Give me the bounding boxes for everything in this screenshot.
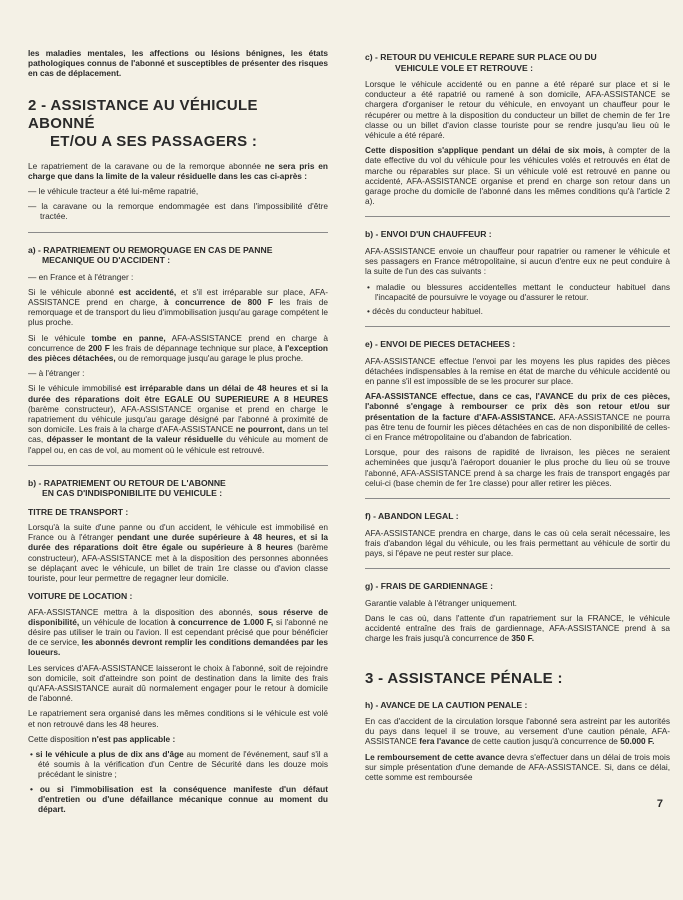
intro-paragraph: les maladies mentales, les affections ou lésions bénignes, les états pathologiques connus de l'abonné et susceptibles de présenter des risques en cas de déplacement.	[28, 48, 328, 79]
text-bold: Le remboursement de cette avance	[365, 751, 505, 762]
text: Cette disposition	[28, 733, 92, 744]
text: maladie ou blessures accidentelles mettant le conducteur habituel dans l'incapacité de poursuivre le voyage ou d'assurer le retour.	[375, 281, 670, 302]
subsection-c-title-line2: VEHICULE VOLE ET RETROUVE :	[395, 62, 533, 73]
divider	[365, 568, 670, 569]
bullet-item: • si le véhicule a plus de dix ans d'âge au moment de l'événement, sauf s'il a été soumis à la vérification d'un Centre de Sécurité dans les douze mois précédant le sinistre ;	[30, 748, 328, 780]
text: Si le véhicule immobilisé	[28, 383, 125, 394]
text: AFA-ASSISTANCE mettra à la disposition des abonnés,	[28, 606, 259, 617]
text-bold: 50.000 F.	[620, 736, 655, 747]
h-paragraph-1	[365, 716, 670, 747]
voiture-location-heading: VOITURE DE LOCATION :	[28, 591, 133, 602]
titre-transport-paragraph	[28, 522, 328, 583]
text: les frais de dépannage technique sur place,	[109, 342, 278, 353]
text: au moment de l'événement, sauf s'il a été soumis à la vérification d'un Centre de Sécurité dans les douze mois précédant le sinistre ;	[38, 748, 328, 780]
subsection-c-title-line1: c) - RETOUR DU VEHICULE REPARE SUR PLACE OU DU	[365, 52, 597, 62]
text: de cette caution jusqu'à concurrence de	[469, 736, 621, 747]
divider	[365, 326, 670, 327]
subsection-a-title-line2: MECANIQUE OU D'ACCIDENT :	[42, 255, 171, 266]
text: AFA-ASSISTANCE ne pourra pas être tenu de fournir les pièces détachées en cas de non disponibilité de celles-ci en France métropolitaine ou d'abandon de fabrication.	[365, 411, 670, 443]
a-france-label: — en France et à l'étranger :	[28, 271, 134, 282]
page-number: 7	[656, 798, 663, 810]
text-bold: ou si l'immobilisation est la conséquence manifeste d'un défaut d'entretien ou d'une défaillance mécanique connue au moment du départ.	[38, 783, 329, 814]
text: (barème constructeur), AFA-ASSISTANCE organise et prend en charge le rapatriement du véhicule jusqu'au garage désigné par l'abonné à proximité de son domicile. Les frais à la charge d'AFA-ASSISTANCE	[28, 403, 328, 435]
bullet-item: • maladie ou blessures accidentelles mettant le conducteur habituel dans l'incapacité de poursuivre le voyage ou d'assurer le retour.	[367, 281, 670, 302]
text: devra s'effectuer dans un délai de trois mois sur simple présentation d'une demande de AFA-ASSISTANCE. Si, dans ce délai, cette somme est remboursée	[365, 751, 670, 783]
text-bold: ne pourront,	[235, 424, 285, 435]
text: les frais de remorquage et de transport du lieu d'immobilisation jusqu'au garage compétent le plus proche.	[28, 297, 328, 328]
section-2-title-line2: ET/OU A SES PASSAGERS :	[50, 132, 258, 150]
subsection-e-title: e) - ENVOI DE PIECES DETACHEES :	[365, 339, 516, 350]
text-bold: les abonnés devront remplir les conditions demandées par les loueurs.	[28, 637, 328, 658]
subsection-b-title-line2: EN CAS D'INDISPONIBILITE DU VEHICULE :	[42, 488, 223, 499]
section-2-title-line1: 2 - ASSISTANCE AU VÉHICULE ABONNÉ	[28, 96, 258, 132]
divider	[365, 216, 670, 217]
a-paragraph-1	[28, 287, 328, 328]
text: Le rapatriement de la caravane ou de la remorque abonnée	[28, 160, 265, 171]
text-bold: AFA-ASSISTANCE effectue, dans ce cas, l'AVANCE du prix de ces pièces, l'abonné s'engage à rembourser ce prix dès son retour et/ou sur présentation de la facture d'AFA-ASSISTANCE.	[365, 391, 670, 422]
voiture-location-paragraph	[28, 607, 328, 658]
text: Si le véhicule abonné	[28, 286, 119, 297]
text-bold: n'est pas applicable :	[91, 733, 176, 744]
text-bold: tombe en panne,	[91, 332, 166, 343]
section-3-title: 3 - ASSISTANCE PÉNALE :	[365, 669, 563, 687]
right-column	[365, 48, 670, 787]
e-paragraph-3: Lorsque, pour des raisons de rapidité de livraison, les pièces ne seraient acheminées que jusqu'à l'aéroport douanier le plus proche du lieu où se trouve l'abonné, AFA-ASSISTANCE prend à sa charge les frais de transport engagés par celui-ci (base chemin de fer 1re classe) pour aller retirer les pièces.	[365, 447, 670, 488]
a-paragraph-3	[28, 383, 328, 454]
left-column	[28, 48, 328, 818]
a-paragraph-2	[28, 333, 328, 364]
text: En cas d'accident de la circulation lorsque l'abonné sera astreint par les autorités du pays dans lequel il se trouve, au versement d'une caution pénale, AFA-ASSISTANCE	[365, 716, 670, 747]
text: AFA-ASSISTANCE prend en charge à concurrence de	[28, 332, 329, 353]
subsection-a-title	[28, 245, 328, 266]
subsection-b-title-line1: b) - RAPATRIEMENT OU RETOUR DE L'ABONNE	[28, 477, 226, 488]
d-paragraph-1: AFA-ASSISTANCE envoie un chauffeur pour rapatrier ou ramener le véhicule et ses passagers en France métropolitaine, si aucun d'entre eux ne peut conduire à la suite de l'un des cas suivants :	[365, 245, 670, 277]
a-etranger-label: — à l'étranger :	[28, 368, 85, 379]
subsection-b-title	[28, 478, 328, 499]
text: et s'il est irréparable sur place, AFA-ASSISTANCE prend en charge,	[28, 286, 328, 308]
divider	[28, 465, 328, 466]
text-bold: fera l'avance	[419, 736, 470, 747]
voiture-location-paragraph-2: Les services d'AFA-ASSISTANCE laisseront le choix à l'abonné, soit de rejoindre son domicile, soit d'atteindre son point de destination dans la limite des frais qu'AFA-ASSISTANCE aurait dû normalement engager pour le retour à domicile de l'abonné.	[28, 662, 328, 704]
subsection-c-title	[365, 52, 670, 73]
text: à compter de la date effective du vol du véhicule pour les véhicules volés et retrouvés en état de marche ou réparables sur place. Si un véhicule volé est retrouvé en panne ou accidenté, AFA-ASSISTANCE organise et prend en charge son retour dans un garage proche du domicile de l'abonné dans les mêmes conditions qu'à l'article 2 a).	[365, 145, 670, 207]
divider	[365, 498, 670, 499]
text-bold: est irréparable dans un délai de 48 heures et si la durée des réparations doit être EGALE OU SUPERIEURE A 8 HEURES	[28, 383, 328, 404]
condition-paragraph	[28, 734, 328, 744]
subsection-a-title-line1: a) - RAPATRIEMENT OU REMORQUAGE EN CAS DE PANNE	[28, 244, 273, 255]
e-paragraph-1: AFA-ASSISTANCE effectue l'envoi par les moyens les plus rapides des pièces détachées indispensables à la remise en état de marche du véhicule accidenté ou en panne s'il est impossible de se les procurer sur place.	[365, 355, 670, 387]
f-paragraph-1: AFA-ASSISTANCE prendra en charge, dans le cas où cela serait nécessaire, les frais d'abandon légal du véhicule, ou les frais permettant au véhicule de sortir du pays, si l'épave ne peut rester sur place.	[365, 527, 670, 558]
text-bold: pendant une durée supérieure à 48 heures, et si la durée des réparations doit être égale ou supérieure à 8 heures	[28, 532, 328, 553]
bullet-item: • décès du conducteur habituel.	[367, 305, 483, 316]
subsection-d-title: b) - ENVOI D'UN CHAUFFEUR :	[365, 229, 492, 240]
text: ou de remorquage jusqu'au garage le plus proche.	[115, 353, 304, 364]
text-bold: 200 F	[88, 342, 110, 353]
text: dans un tel cas,	[28, 424, 328, 445]
dash-item: — la caravane ou la remorque endommagée est dans l'impossibilité d'être tractée.	[28, 201, 328, 222]
titre-transport-heading: TITRE DE TRANSPORT :	[28, 506, 129, 517]
h-paragraph-2	[365, 752, 670, 783]
text-bold: à l'exception des pièces détachées,	[28, 342, 328, 364]
text: (barème constructeur), AFA-ASSISTANCE met à la disposition des personnes abonnées se déplaçant avec le véhicule, un billet de train 1re classe ou d'avion classe touriste, pour leur permettre de regagner leur domicile.	[28, 542, 328, 584]
bullet-item: • ou si l'immobilisation est la conséquence manifeste d'un défaut d'entretien ou d'une défaillance mécanique connue au moment du départ.	[30, 783, 329, 814]
text-bold: ne sera pris en charge que dans la limite de la valeur résiduelle dans les cas ci-après :	[28, 160, 328, 181]
text: Si le véhicule	[28, 332, 92, 343]
subsection-g-title: g) - FRAIS DE GARDIENNAGE :	[365, 581, 493, 592]
c-paragraph-1: Lorsque le véhicule accidenté ou en panne a été réparé sur place et si le conducteur a été rapatrié ou ramené à son domicile, AFA-ASSISTANCE se chargera d'organiser le retour du véhicule, en envoyant un chauffeur pour le récupérer ou mettre à la disposition du conducteur un billet de chemin de fer 1re classe ou un billet d'avion classe touriste pour se rendre jusqu'au lieu où le véhicule a été réparé.	[365, 79, 670, 141]
text: Dans le cas où, dans l'attente d'un rapatriement sur la FRANCE, le véhicule accidenté entraîne des frais de gardiennage, AFA-ASSISTANCE prend à sa charge les frais jusqu'à concurrence de	[365, 612, 670, 644]
e-paragraph-2	[365, 391, 670, 442]
c-paragraph-2	[365, 145, 670, 206]
text: du véhicule au moment de l'appel ou, en cas de vol, au moment où le véhicule est retrouvé.	[28, 434, 328, 455]
divider	[28, 232, 328, 233]
text: décès du conducteur habituel.	[372, 305, 483, 316]
subsection-h-title: h) - AVANCE DE LA CAUTION PENALE :	[365, 699, 528, 710]
text-bold: à concurrence de 800 F	[164, 297, 273, 308]
subsection-f-title: f) - ABANDON LEGAL :	[365, 511, 459, 522]
g-paragraph-2	[365, 613, 670, 644]
text: un véhicule de location	[79, 616, 171, 627]
text-bold: dépasser le montant de la valeur résiduelle	[46, 434, 223, 445]
text-bold: 350 F.	[511, 633, 535, 644]
text-bold: Cette disposition s'applique pendant un délai de six mois,	[365, 145, 605, 156]
text-bold: si le véhicule a plus de dix ans d'âge	[35, 748, 184, 759]
text: si l'abonné ne désire pas utiliser le train ou l'avion. Il est cependant précisé que pour bénéficier de ce service,	[28, 616, 328, 648]
dash-item: — le véhicule tracteur a été lui-même rapatrié,	[28, 186, 199, 197]
text: Lorsqu'à la suite d'une panne ou d'un accident, le véhicule est immobilisé en France ou à l'étranger	[28, 522, 328, 543]
text-bold: à concurrence de 1.000 F,	[170, 616, 274, 627]
section-2-paragraph	[28, 161, 328, 181]
text-bold: est accidenté,	[118, 286, 177, 297]
text-bold: sous réserve de disponibilité,	[28, 606, 329, 627]
voiture-location-paragraph-3: Le rapatriement sera organisé dans les mêmes conditions si le véhicule est volé et non retrouvé dans les 48 heures.	[28, 708, 328, 729]
section-2-title	[28, 97, 328, 151]
g-paragraph-1: Garantie valable à l'étranger uniquement.	[365, 597, 517, 608]
